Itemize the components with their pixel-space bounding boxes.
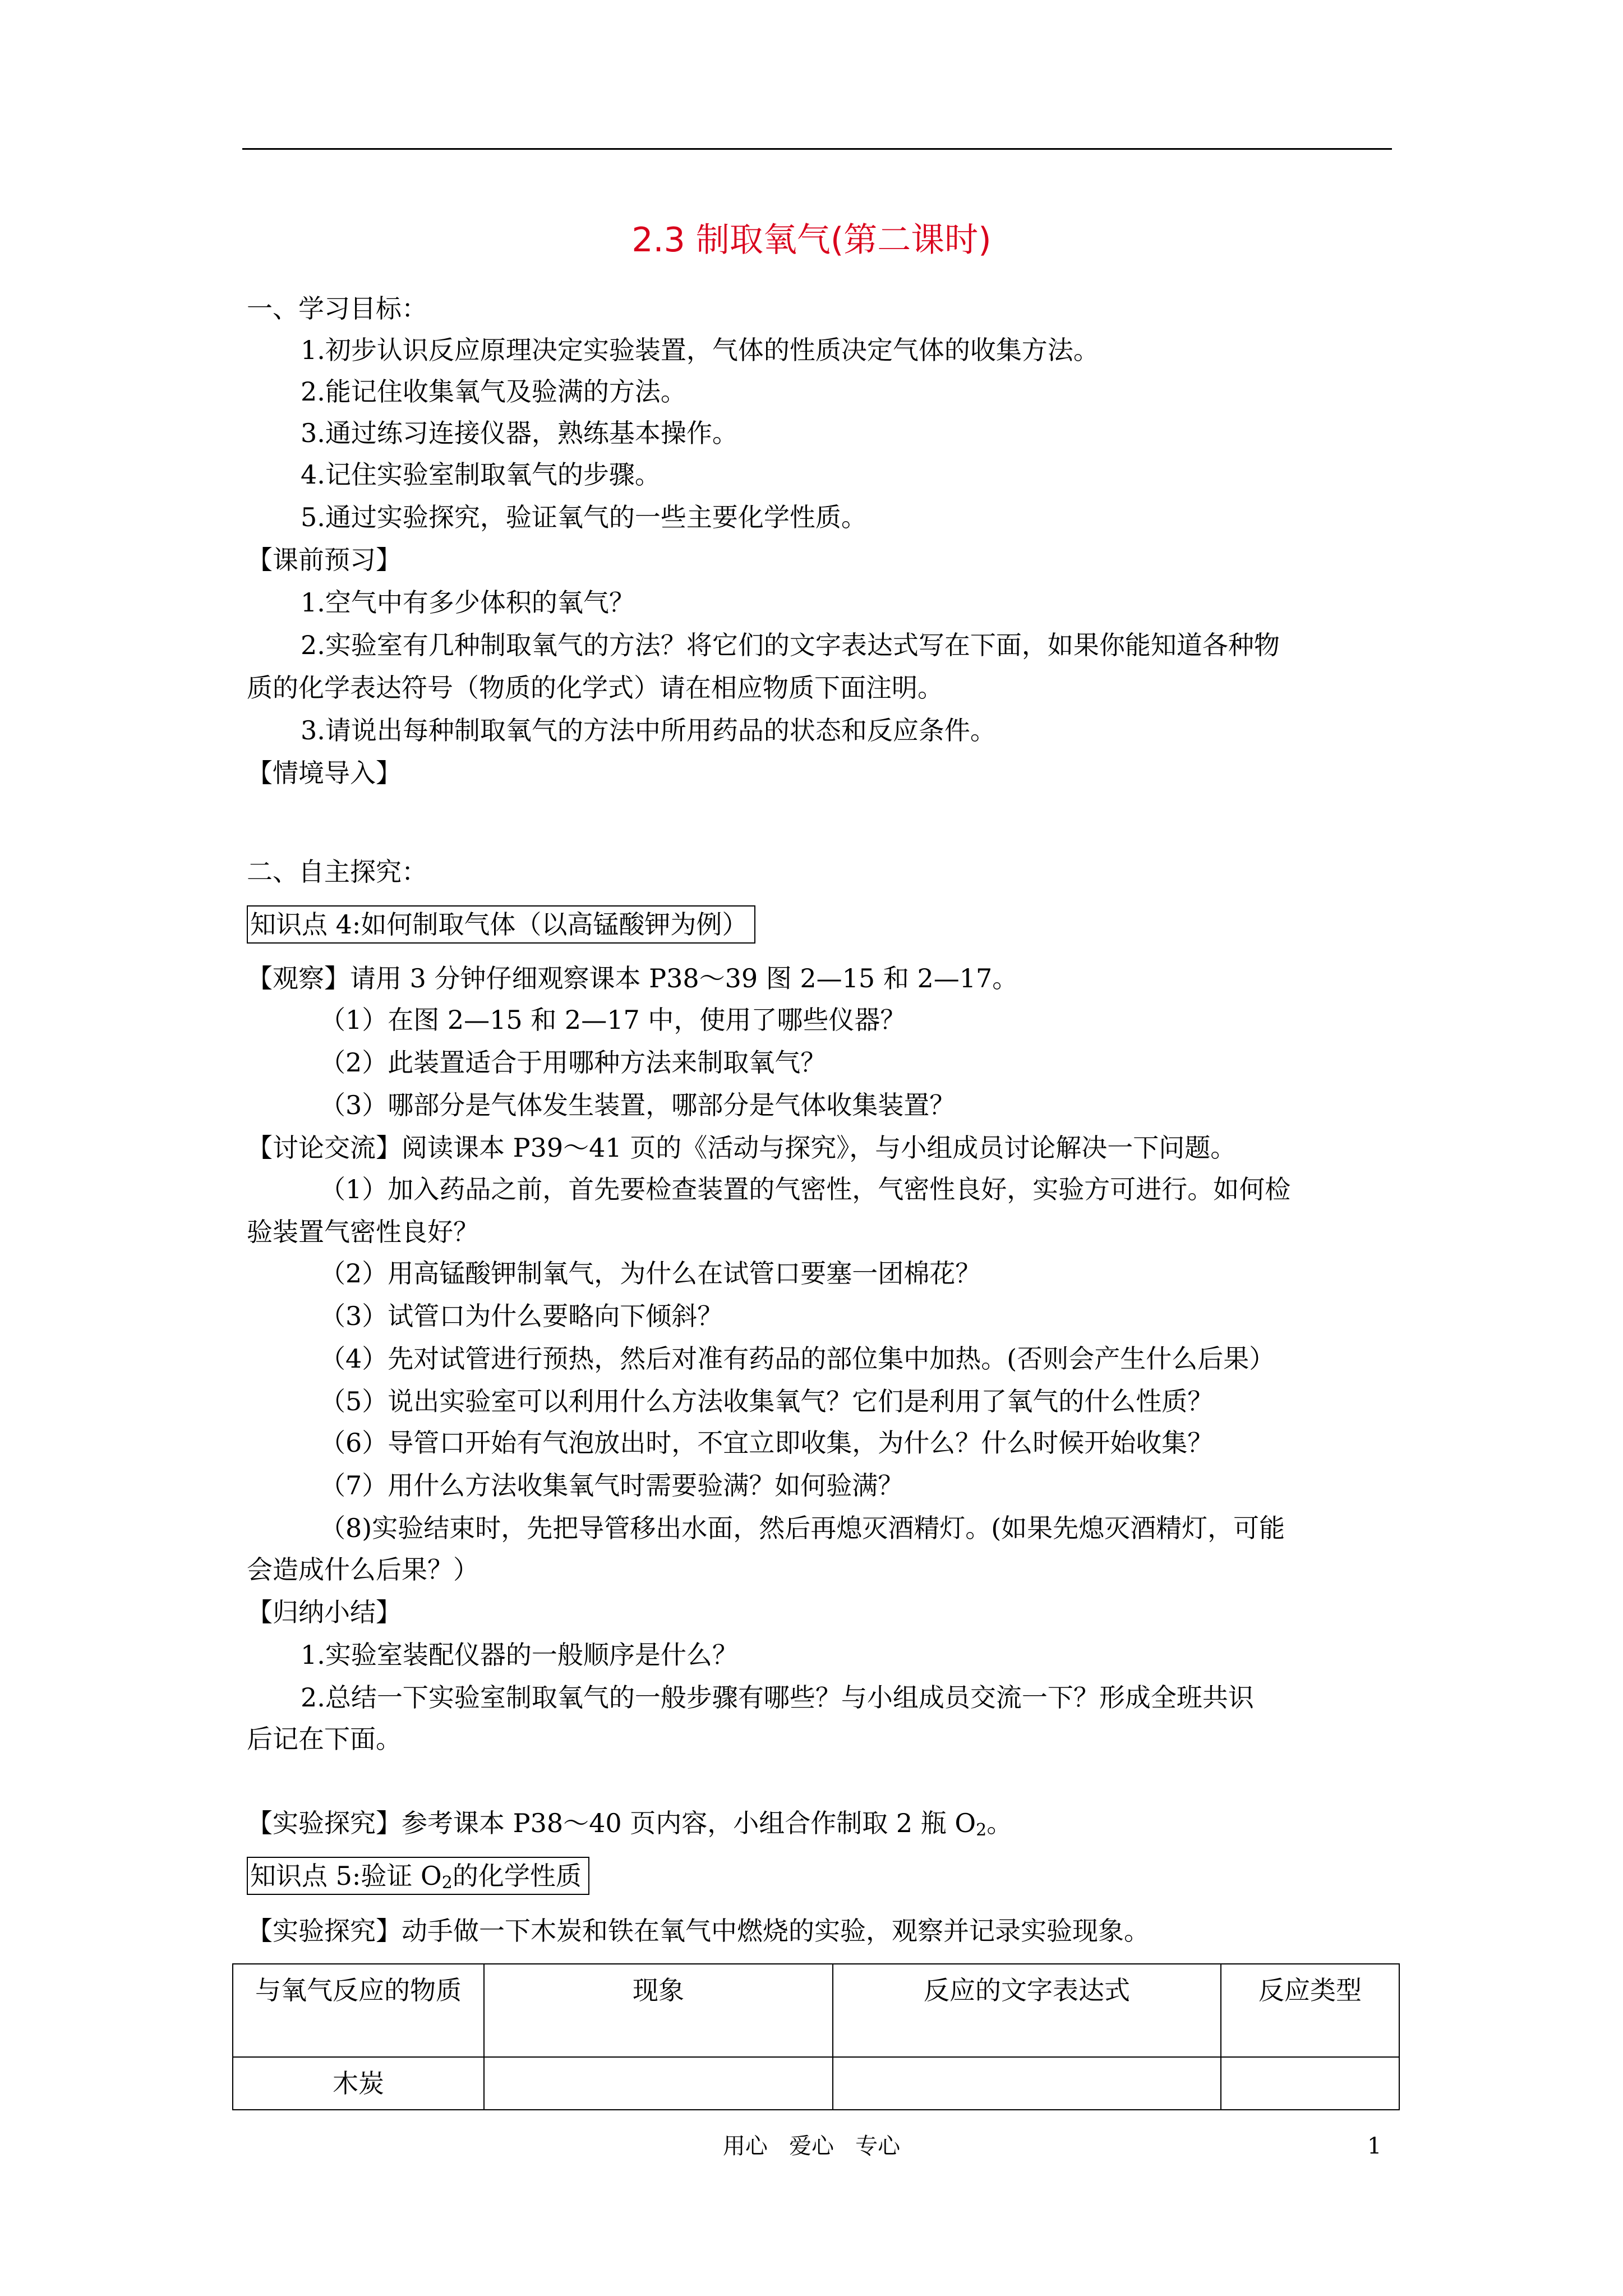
table-cell[interactable]	[484, 2057, 833, 2110]
table-header: 反应的文字表达式	[833, 1964, 1221, 2057]
observe-heading: 【观察】请用 3 分钟仔细观察课本 P38～39 图 2—15 和 2—17。	[247, 963, 1018, 993]
table-row	[233, 2057, 1399, 2110]
summary-item-cont: 后记在下面。	[247, 1724, 402, 1754]
discuss-heading: 【讨论交流】阅读课本 P39～41 页的《活动与探究》，与小组成员讨论解决一下问题。	[247, 1133, 1237, 1163]
page-number: 1	[1367, 2133, 1382, 2159]
discuss-item: （1）加入药品之前，首先要检查装置的气密性，气密性良好，实验方可进行。如何检	[320, 1174, 1291, 1204]
discuss-item: （5）说出实验室可以利用什么方法收集氧气？它们是利用了氧气的什么性质？	[320, 1386, 1214, 1416]
footer-motto: 用心 爱心 专心	[722, 2133, 901, 2159]
subscript-2: 2	[441, 1873, 453, 1893]
discuss-item: （2）用高锰酸钾制氧气，为什么在试管口要塞一团棉花？	[320, 1258, 981, 1289]
discuss-item: （4）先对试管进行预热，然后对准有药品的部位集中加热。(否则会产生什么后果）	[320, 1343, 1275, 1374]
experiment-1	[247, 1805, 1012, 1841]
header-rule	[242, 148, 1392, 150]
goals-heading: 一、学习目标：	[247, 293, 427, 324]
goal-item: 2.能记住收集氧气及验满的方法。	[301, 376, 686, 407]
goal-item: 1.初步认识反应原理决定实验装置，气体的性质决定气体的收集方法。	[301, 335, 1099, 365]
kp5-text-end: 的化学性质	[452, 1861, 582, 1891]
experiment-2: 【实验探究】动手做一下木炭和铁在氧气中燃烧的实验，观察并记录实验现象。	[247, 1916, 1150, 1946]
page-title: 2.3 制取氧气(第二课时)	[631, 220, 992, 260]
preview-question-cont: 质的化学表达符号（物质的化学式）请在相应物质下面注明。	[247, 673, 943, 703]
summary-heading: 【归纳小结】	[247, 1597, 402, 1627]
knowledge-point-4: 知识点 4:如何制取气体（以高锰酸钾为例）	[247, 905, 755, 944]
preview-question: 2.实验室有几种制取氧气的方法？将它们的文字表达式写在下面，如果你能知道各种物	[301, 630, 1280, 660]
discuss-item: （8)实验结束时，先把导管移出水面，然后再熄灭酒精灯。(如果先熄灭酒精灯，可能	[320, 1513, 1285, 1543]
table-cell[interactable]	[1221, 2057, 1399, 2110]
kp5-text: 知识点 5:验证 O	[250, 1861, 442, 1891]
observe-item: （1）在图 2—15 和 2—17 中，使用了哪些仪器？	[320, 1005, 906, 1035]
subscript-2: 2	[976, 1820, 987, 1840]
discuss-item-cont: 会造成什么后果？）	[247, 1554, 479, 1585]
goal-item: 4.记住实验室制取氧气的步骤。	[301, 459, 661, 490]
table-header: 反应类型	[1221, 1964, 1399, 2057]
knowledge-point-5	[247, 1857, 589, 1895]
observe-item: （3）哪部分是气体发生装置，哪部分是气体收集装置？	[320, 1090, 956, 1120]
experiment-1-end: 。	[986, 1808, 1013, 1838]
record-table	[232, 1963, 1400, 2110]
discuss-item-cont: 验装置气密性良好？	[247, 1217, 479, 1247]
table-header: 现象	[484, 1964, 833, 2057]
discuss-item: （7）用什么方法收集氧气时需要验满？如何验满？	[320, 1470, 904, 1501]
table-cell: 木炭	[233, 2057, 484, 2110]
experiment-1-text: 【实验探究】参考课本 P38～40 页内容，小组合作制取 2 瓶 O	[247, 1808, 976, 1838]
table-header-row	[233, 1964, 1399, 2057]
summary-item: 2.总结一下实验室制取氧气的一般步骤有哪些？与小组成员交流一下？形成全班共识	[301, 1682, 1254, 1713]
preview-question: 3.请说出每种制取氧气的方法中所用药品的状态和反应条件。	[301, 715, 996, 746]
goal-item: 3.通过练习连接仪器，熟练基本操作。	[301, 418, 738, 448]
table-cell[interactable]	[833, 2057, 1221, 2110]
preview-heading: 【课前预习】	[247, 545, 402, 575]
table-header: 与氧气反应的物质	[233, 1964, 484, 2057]
explore-heading: 二、自主探究：	[247, 857, 427, 887]
intro-heading: 【情境导入】	[247, 758, 402, 788]
discuss-item: （3）试管口为什么要略向下倾斜？	[320, 1301, 723, 1331]
observe-item: （2）此装置适合于用哪种方法来制取氧气？	[320, 1047, 827, 1078]
summary-item: 1.实验室装配仪器的一般顺序是什么？	[301, 1640, 738, 1670]
preview-question: 1.空气中有多少体积的氧气？	[301, 587, 635, 618]
discuss-item: （6）导管口开始有气泡放出时，不宜立即收集，为什么？什么时候开始收集？	[320, 1428, 1214, 1458]
goal-item: 5.通过实验探究，验证氧气的一些主要化学性质。	[301, 502, 867, 532]
